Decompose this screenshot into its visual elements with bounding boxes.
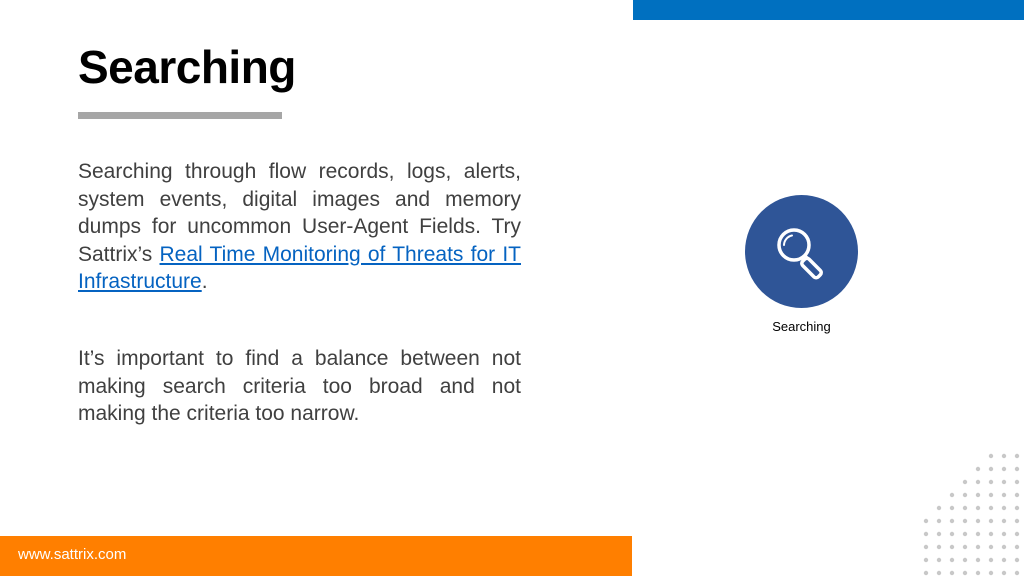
decor-dot	[924, 519, 928, 523]
top-accent-bar	[633, 0, 1024, 20]
decor-dot	[924, 558, 928, 562]
decor-dot	[950, 532, 954, 536]
decor-dot	[976, 532, 980, 536]
paragraph-balance: It’s important to find a balance between not making search criteria too broad and not making the criteria too narrow.	[78, 347, 521, 425]
search-icon-caption: Searching	[772, 319, 831, 334]
decor-dot	[989, 545, 993, 549]
decor-dot	[1002, 519, 1006, 523]
decor-dot	[924, 571, 928, 575]
decor-dot	[976, 545, 980, 549]
decor-dot	[1002, 532, 1006, 536]
decor-dot	[950, 493, 954, 497]
paragraph-period: .	[201, 270, 208, 293]
decor-dot	[950, 571, 954, 575]
decor-dot	[963, 519, 967, 523]
decor-dot	[1002, 480, 1006, 484]
search-icon	[770, 220, 834, 284]
decor-dot	[937, 519, 941, 523]
decor-dot	[1002, 467, 1006, 471]
decor-dot	[976, 506, 980, 510]
decor-dot	[963, 506, 967, 510]
decor-dot	[989, 493, 993, 497]
decor-dot	[1015, 480, 1019, 484]
decor-dot	[924, 532, 928, 536]
decor-dot	[976, 558, 980, 562]
decor-dot	[1015, 467, 1019, 471]
decor-dot	[1015, 532, 1019, 536]
decor-dot	[963, 571, 967, 575]
decor-dot	[1002, 558, 1006, 562]
title-underline	[78, 112, 282, 119]
decor-dot	[937, 532, 941, 536]
decor-dot	[976, 519, 980, 523]
decor-dot	[976, 493, 980, 497]
decor-dot	[989, 480, 993, 484]
decorative-dot-grid	[920, 450, 1024, 576]
decor-dot	[963, 493, 967, 497]
decor-dot	[1002, 454, 1006, 458]
decor-dot	[1002, 571, 1006, 575]
decor-dot	[937, 558, 941, 562]
decor-dot	[976, 571, 980, 575]
page-title: Searching	[78, 41, 296, 93]
decor-dot	[950, 558, 954, 562]
decor-dot	[989, 454, 993, 458]
decor-dot	[989, 558, 993, 562]
decor-dot	[989, 506, 993, 510]
decor-dot	[937, 571, 941, 575]
decor-dot	[937, 506, 941, 510]
decor-dot	[1002, 493, 1006, 497]
decor-dot	[1002, 506, 1006, 510]
decor-dot	[963, 545, 967, 549]
paragraph-searching	[78, 158, 521, 296]
decor-dot	[1015, 558, 1019, 562]
decor-dot	[963, 480, 967, 484]
decor-dot	[950, 506, 954, 510]
decor-dot	[950, 519, 954, 523]
decor-dot	[976, 480, 980, 484]
footer-url[interactable]: www.sattrix.com	[18, 546, 127, 563]
paragraph-searching-text: Searching through flow records, logs, alerts, system events, digital images and memory dumps for uncommon User-Agent Fields. Try Sattrix’s	[78, 160, 521, 266]
decor-dot	[924, 545, 928, 549]
decor-dot	[963, 558, 967, 562]
decor-dot	[989, 519, 993, 523]
decor-dot	[1015, 454, 1019, 458]
decor-dot	[937, 545, 941, 549]
decor-dot	[989, 571, 993, 575]
decor-dot	[1015, 519, 1019, 523]
decor-dot	[1015, 545, 1019, 549]
decor-dot	[989, 467, 993, 471]
decor-dot	[976, 467, 980, 471]
real-time-monitoring-link[interactable]: Real Time Monitoring of Threats for IT Infrastructure	[78, 242, 521, 293]
decor-dot	[989, 532, 993, 536]
search-icon-circle	[745, 195, 858, 308]
decor-dot	[1002, 545, 1006, 549]
decor-dot	[1015, 506, 1019, 510]
decor-dot	[1015, 493, 1019, 497]
decor-dot	[1015, 571, 1019, 575]
decor-dot	[950, 545, 954, 549]
decor-dot	[963, 532, 967, 536]
